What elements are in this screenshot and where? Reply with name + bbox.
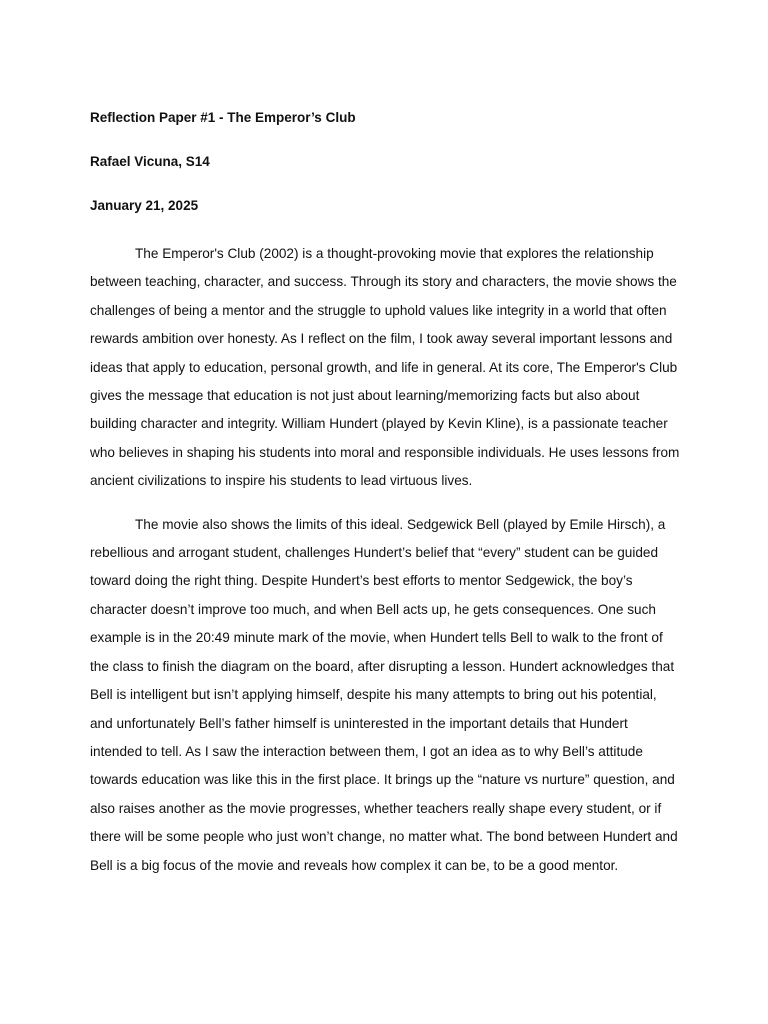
body-paragraph-1: The Emperor's Club (2002) is a thought-provoking movie that explores the relationship between teaching, character, and success. Through its story and characters, the movie shows the challenges of being a mentor and the struggle to uphold values like integrity in a world that often rewards ambition over honesty. As I reflect on the film, I took away several important lessons and ideas that apply to education, personal growth, and life in general. At its core, The Emperor's Club gives the message that education is not just about learning/memorizing facts but also about building character and integrity. William Hundert (played by Kevin Kline), is a passionate teacher who believes in shaping his students into moral and responsible individuals. He uses lessons from ancient civilizations to inspire his students to lead virtuous lives. [90, 246, 680, 489]
document-page [90, 108, 682, 880]
body-paragraph-2: The movie also shows the limits of this ideal. Sedgewick Bell (played by Emile Hirsch), a rebellious and arrogant student, challenges Hundert’s belief that “every” student can be guided toward doing the right thing. Despite Hundert’s best efforts to mentor Sedgewick, the boy’s character doesn’t improve too much, and when Bell acts up, he gets consequences. One such example is in the 20:49 minute mark of the movie, when Hundert tells Bell to walk to the front of the class to finish the diagram on the board, after disrupting a lesson. Hundert acknowledges that Bell is intelligent but isn’t applying himself, despite his many attempts to bring out his potential, and unfortunately Bell’s father himself is uninterested in the important details that Hundert intended to tell. As I saw the interaction between them, I got an idea as to why Bell’s attitude towards education was like this in the first place. It brings up the “nature vs nurture” question, and also raises another as the movie progresses, whether teachers really shape every student, or if there will be some people who just won’t change, no matter what. The bond between Hundert and Bell is a big focus of the movie and reveals how complex it can be, to be a good mentor. [90, 516, 678, 873]
document-title: Reflection Paper #1 - The Emperor’s Club [90, 110, 356, 125]
author-line: Rafael Vicuna, S14 [90, 154, 210, 169]
date-line: January 21, 2025 [90, 198, 199, 213]
